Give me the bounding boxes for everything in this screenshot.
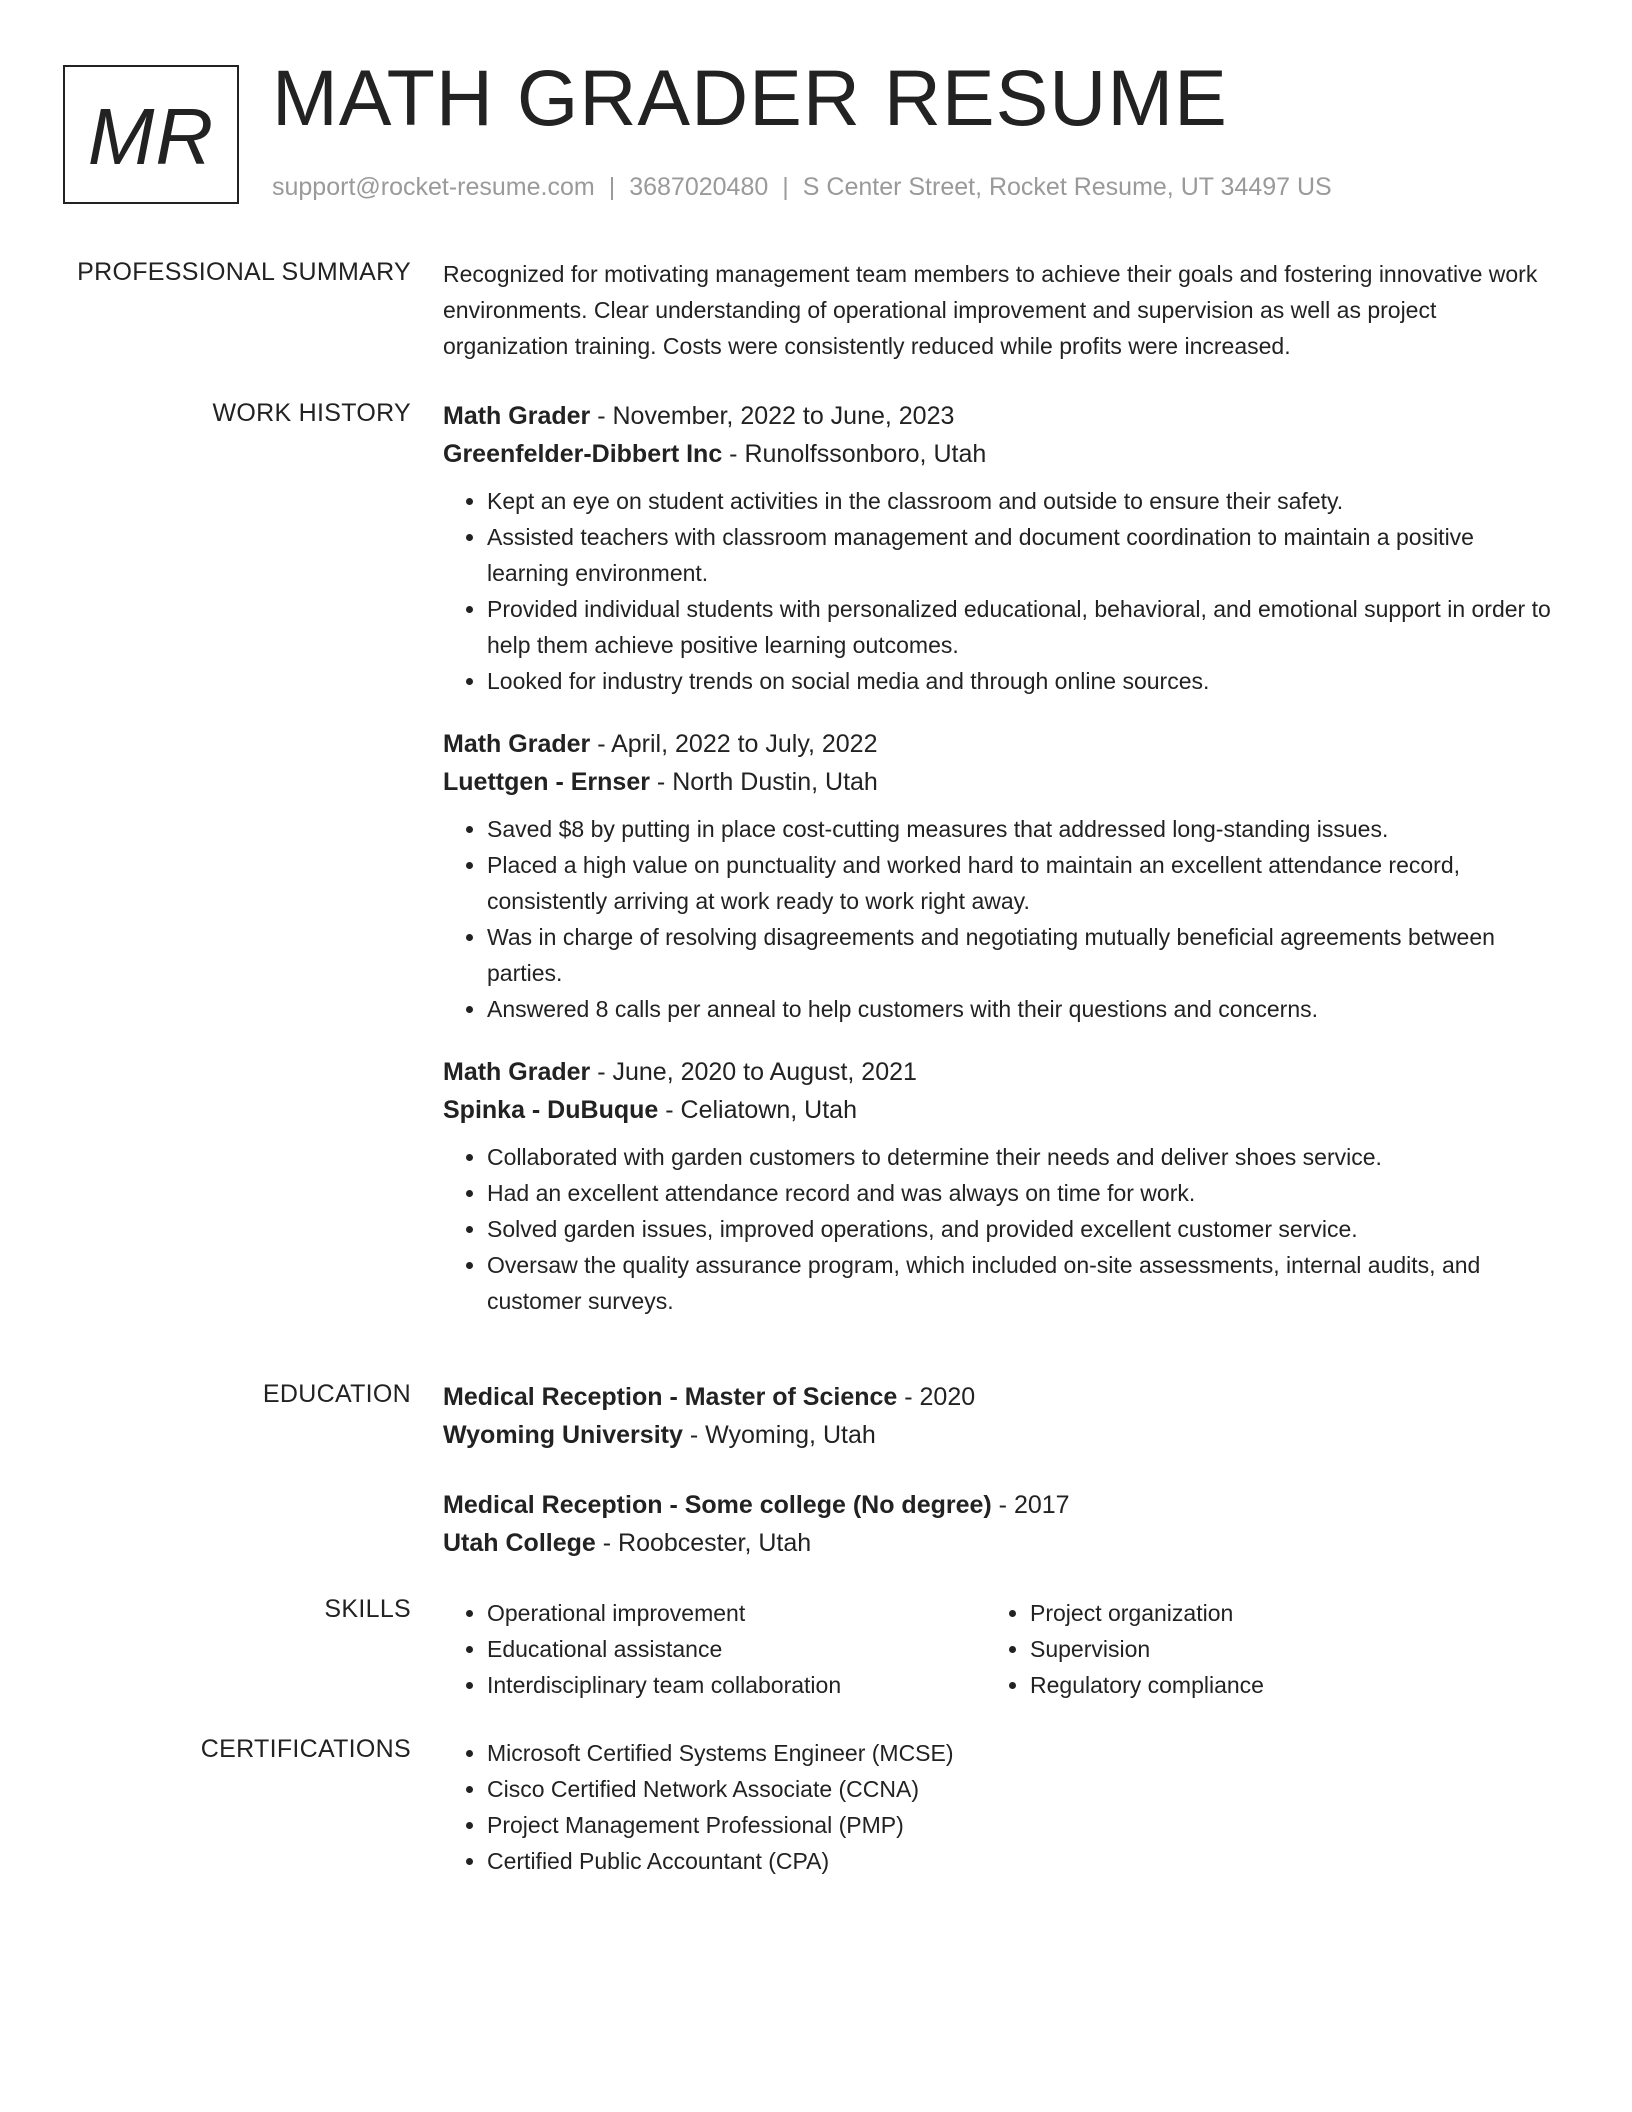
job-bullets bbox=[443, 1139, 1553, 1319]
skill-item: • Educational assistance bbox=[487, 1631, 987, 1667]
education-degree-line bbox=[443, 1486, 1553, 1524]
section-label-certifications: CERTIFICATIONS bbox=[200, 1735, 411, 1763]
job-bullet: • Answered 8 calls per anneal to help customers with their questions and concerns. bbox=[487, 991, 1553, 1027]
job-company: Luettgen - Ernser bbox=[443, 768, 650, 796]
job-dates: - November, 2022 to June, 2023 bbox=[590, 402, 955, 430]
job-bullet: • Solved garden issues, improved operations, and provided excellent customer service. bbox=[487, 1211, 1553, 1247]
job-bullets bbox=[443, 483, 1553, 699]
job-company-line bbox=[443, 763, 1553, 801]
job-company: Spinka - DuBuque bbox=[443, 1096, 659, 1124]
certification-item: • Microsoft Certified Systems Engineer (MCSE) bbox=[487, 1735, 1553, 1771]
education-entry bbox=[443, 1486, 1553, 1562]
skill-item: • Operational improvement bbox=[487, 1595, 987, 1631]
job-entry bbox=[443, 725, 1553, 1027]
certification-item: • Certified Public Accountant (CPA) bbox=[487, 1843, 1553, 1879]
job-dates: - June, 2020 to August, 2021 bbox=[590, 1058, 917, 1086]
contact-line bbox=[272, 173, 1332, 202]
job-bullet: • Provided individual students with personalized educational, behavioral, and emotional support in order to help them achieve positive learning outcomes. bbox=[487, 591, 1553, 663]
job-location: - Celiatown, Utah bbox=[658, 1096, 857, 1124]
education-year: - 2020 bbox=[897, 1383, 976, 1411]
education-location: - Roobcester, Utah bbox=[595, 1529, 812, 1557]
job-title: Math Grader bbox=[443, 730, 591, 758]
resume-title: MATH GRADER RESUME bbox=[272, 53, 1228, 142]
section-label-education: EDUCATION bbox=[262, 1380, 411, 1408]
job-location: - Runolfssonboro, Utah bbox=[722, 440, 987, 468]
job-bullet: • Saved $8 by putting in place cost-cutting measures that addressed long-standing issues. bbox=[487, 811, 1553, 847]
skill-item: • Project organization bbox=[1030, 1595, 1530, 1631]
monogram-text: MR bbox=[87, 91, 215, 181]
job-bullet: • Collaborated with garden customers to determine their needs and deliver shoes service. bbox=[487, 1139, 1553, 1175]
certification-item: • Project Management Professional (PMP) bbox=[487, 1807, 1553, 1843]
education-year: - 2017 bbox=[991, 1491, 1070, 1519]
education-school-line bbox=[443, 1524, 1553, 1562]
job-bullet: • Placed a high value on punctuality and worked hard to maintain an excellent attendance record, consistently arriving at work ready to work right away. bbox=[487, 847, 1553, 919]
job-title: Math Grader bbox=[443, 402, 591, 430]
job-title-line bbox=[443, 1053, 1553, 1091]
skills-columns bbox=[443, 1595, 1553, 1703]
job-bullet: • Kept an eye on student activities in the classroom and outside to ensure their safety. bbox=[487, 483, 1553, 519]
section-label-summary: PROFESSIONAL SUMMARY bbox=[77, 258, 411, 286]
section-label-skills: SKILLS bbox=[324, 1595, 411, 1623]
job-title: Math Grader bbox=[443, 1058, 591, 1086]
job-company: Greenfelder-Dibbert Inc bbox=[443, 440, 723, 468]
education-degree: Medical Reception - Some college (No degree) bbox=[443, 1491, 992, 1519]
education-school: Utah College bbox=[443, 1529, 596, 1557]
job-bullet: • Was in charge of resolving disagreements and negotiating mutually beneficial agreements between parties. bbox=[487, 919, 1553, 991]
job-company-line bbox=[443, 435, 1553, 473]
job-bullet: • Had an excellent attendance record and was always on time for work. bbox=[487, 1175, 1553, 1211]
certification-item: • Cisco Certified Network Associate (CCNA) bbox=[487, 1771, 1553, 1807]
certifications-list bbox=[443, 1735, 1553, 1879]
contact-email[interactable]: support@rocket-resume.com bbox=[272, 173, 595, 201]
job-bullets bbox=[443, 811, 1553, 1027]
job-title-line bbox=[443, 397, 1553, 435]
contact-phone[interactable]: 3687020480 bbox=[629, 173, 769, 201]
job-bullet: • Assisted teachers with classroom management and document coordination to maintain a positive learning environment. bbox=[487, 519, 1553, 591]
job-location: - North Dustin, Utah bbox=[649, 768, 878, 796]
job-entry bbox=[443, 397, 1553, 699]
job-dates: - April, 2022 to July, 2022 bbox=[590, 730, 878, 758]
education-school: Wyoming University bbox=[443, 1421, 683, 1449]
section-label-work-history: WORK HISTORY bbox=[212, 399, 411, 427]
education-school-line bbox=[443, 1416, 1553, 1454]
education-degree: Medical Reception - Master of Science bbox=[443, 1383, 898, 1411]
summary-text: Recognized for motivating management team members to achieve their goals and fostering innovative work environments. Clear understanding of operational improvement and supervision as well as project organization training. Costs were consistently reduced while profits were increased. bbox=[443, 261, 1538, 359]
job-entry bbox=[443, 1053, 1553, 1319]
monogram-logo bbox=[63, 65, 239, 204]
job-title-line bbox=[443, 725, 1553, 763]
skill-item: • Supervision bbox=[1030, 1631, 1530, 1667]
job-company-line bbox=[443, 1091, 1553, 1129]
skill-item: • Interdisciplinary team collaboration bbox=[487, 1667, 987, 1703]
education-list bbox=[443, 1378, 1553, 1594]
education-location: - Wyoming, Utah bbox=[682, 1421, 876, 1449]
contact-separator: | bbox=[608, 173, 616, 201]
job-bullet: • Looked for industry trends on social media and through online sources. bbox=[487, 663, 1553, 699]
job-bullet: • Oversaw the quality assurance program, which included on-site assessments, internal audits, and customer surveys. bbox=[487, 1247, 1553, 1319]
skills-column-1 bbox=[443, 1595, 987, 1703]
education-entry bbox=[443, 1378, 1553, 1454]
jobs-list bbox=[443, 397, 1553, 1345]
skills-column-2 bbox=[986, 1595, 1530, 1703]
education-degree-line bbox=[443, 1378, 1553, 1416]
contact-address: S Center Street, Rocket Resume, UT 34497 US bbox=[802, 173, 1332, 201]
skill-item: • Regulatory compliance bbox=[1030, 1667, 1530, 1703]
contact-separator: | bbox=[782, 173, 789, 201]
